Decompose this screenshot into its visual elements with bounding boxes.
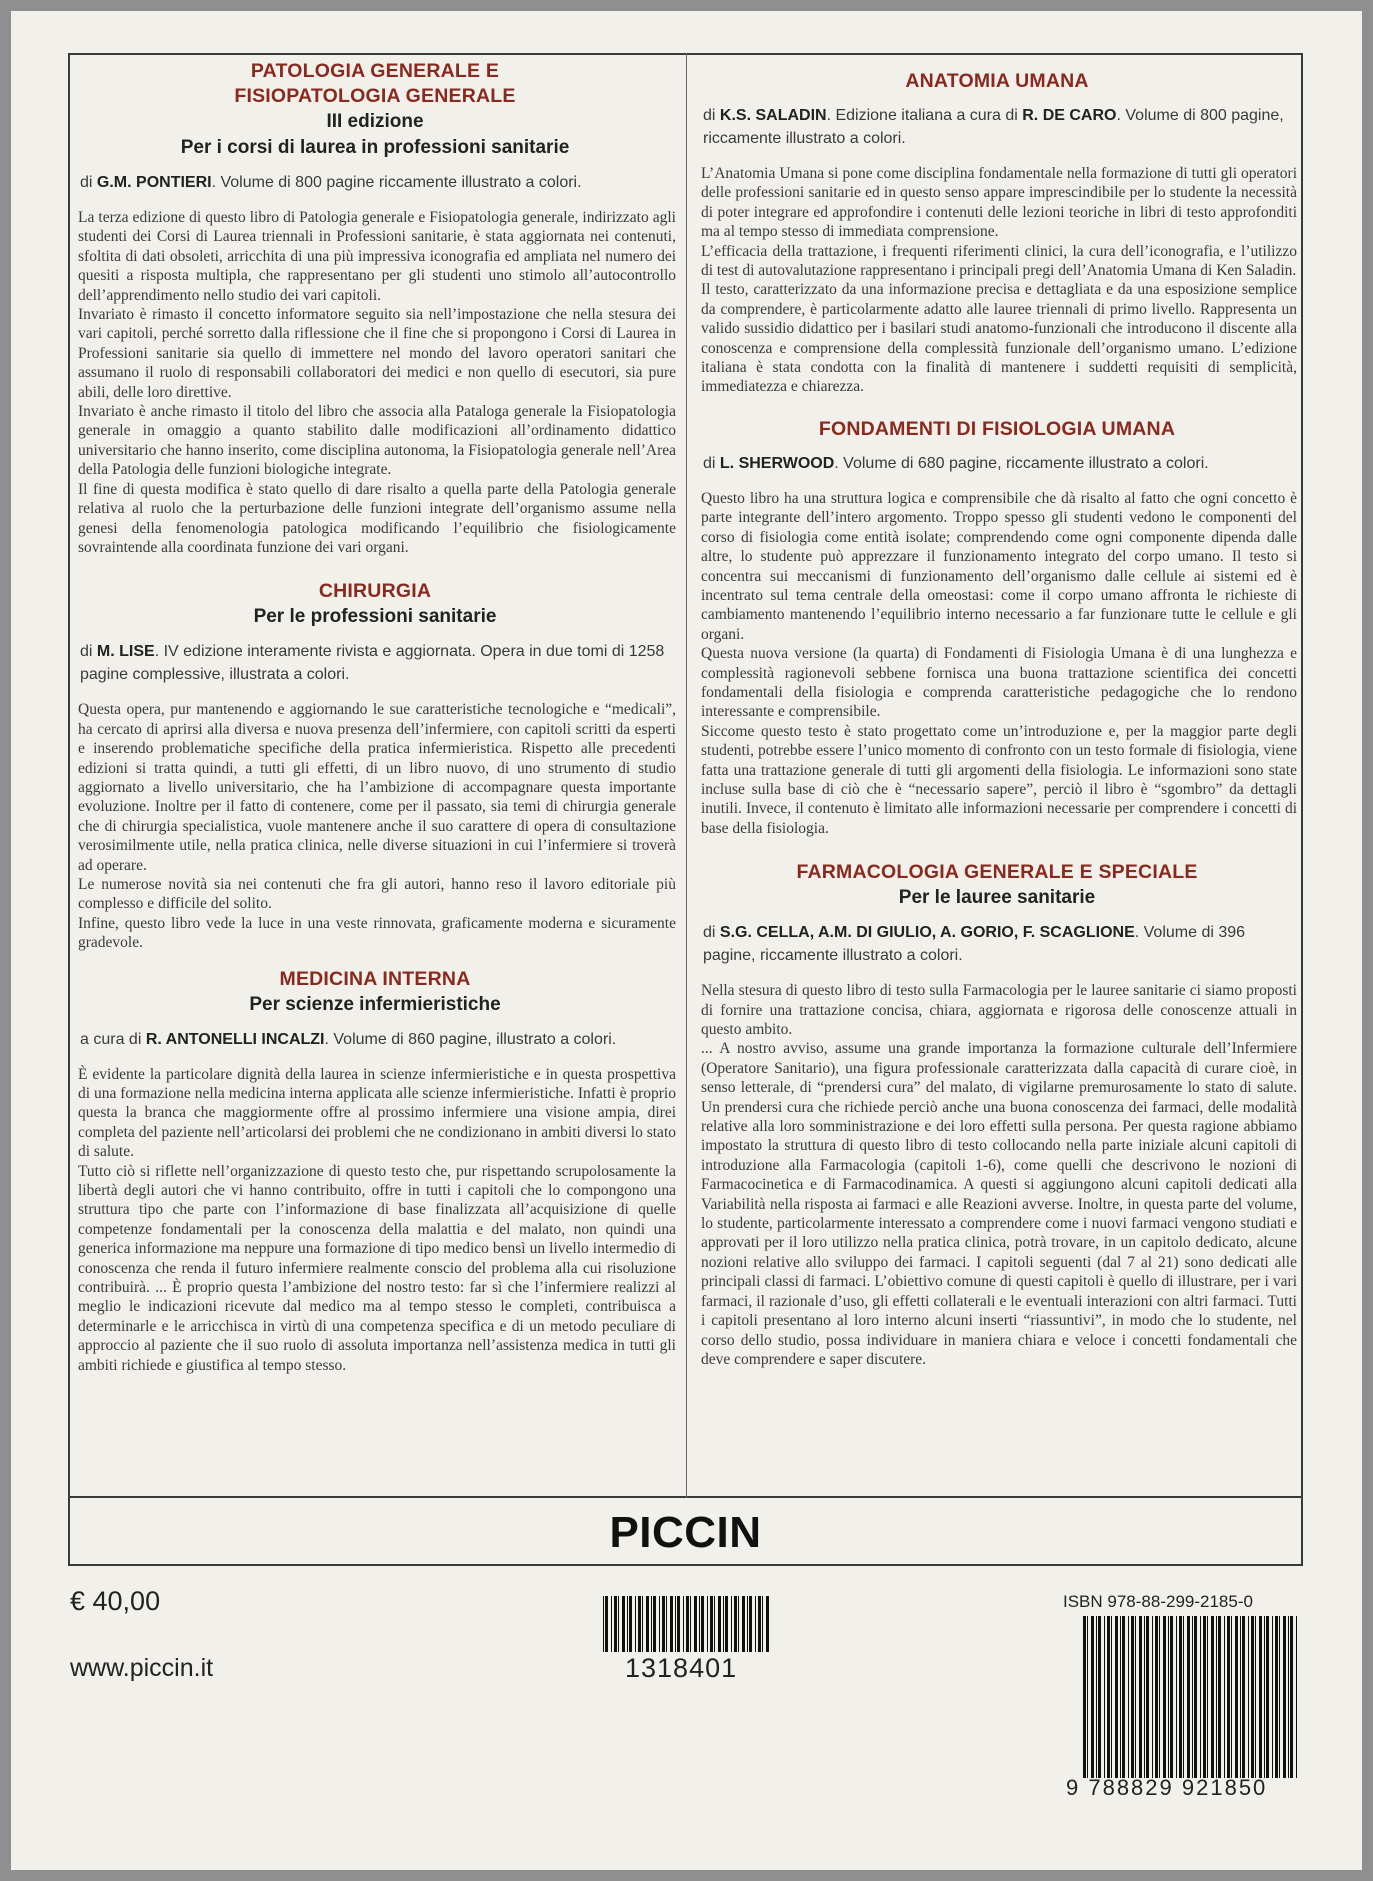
price-label: € 40,00 <box>70 1586 161 1616</box>
section-subtitle: Per le professioni sanitarie <box>253 606 497 628</box>
publisher-logo: PICCIN <box>609 1508 762 1557</box>
section-farmacologia <box>697 860 1297 1369</box>
paragraph: La terza edizione di questo libro di Patologia generale e Fisiopatologia generale, indirizzato agli studenti dei Corsi di Laurea triennali in Professioni sanitarie, è stata aggiornata nei contenuti, sfoltita di dati obsoleti, arricchita di una più impressiva iconografia ed ampliata nel numero dei quesiti a risposta multipla, che rappresentano per gli studenti uno stimolo all’autocontrollo dell’apprendimento nello studio dei vari capitoli. <box>78 209 676 304</box>
paragraph: Il fine di questa modifica è stato quello di dare risalto a quella parte della Patologia generale relativa al ruolo che la perturbazione delle funzioni integrate dell’organismo assume nella genesi della fenomenologia patologica modificando l’equilibrio che fisiologicamente sovraintende alla coordinata funzione dei vari organi. <box>78 480 676 556</box>
section-subtitle: III edizione <box>326 111 424 132</box>
section-body <box>74 208 676 557</box>
isbn-label: ISBN 978-88-299-2185-0 <box>1063 1592 1253 1611</box>
paragraph: Invariato è rimasto il concetto informatore seguito sia nell’impostazione che nella stesura dei vari capitoli, perché sorretto dalla riflessione che il fine che si propongono i Corsi di Laurea in Professioni sanitarie sia quello di immettere nel mondo del lavoro operatori sanitari che assumano il ruolo di responsabili collaboratori dei medici e non quello di esecutori, sia pure abili, delle loro direttive. <box>78 306 676 401</box>
section-body <box>74 1065 676 1376</box>
paragraph: Questa nuova versione (la quarta) di Fondamenti di Fisiologia Umana è di una lunghezza e complessità ragionevoli sebbene fornisca una buona trattazione scientifica dei concetti fondamentali della fisiologia e comprenda caratteristiche pedagogiche che lo rendono interessante e comprensibile. <box>701 645 1297 721</box>
section-title: FONDAMENTI DI FISIOLOGIA UMANA <box>818 417 1176 440</box>
section-title: CHIRURGIA <box>318 580 432 603</box>
section-subtitle: Per le lauree sanitarie <box>898 887 1096 909</box>
section-title: PATOLOGIA GENERALE E <box>250 60 500 82</box>
section-fisiologia <box>697 417 1297 838</box>
internal-barcode-icon <box>603 1596 770 1652</box>
paragraph: Nella stesura di questo libro di testo sulla Farmacologia per le lauree sanitarie ci siamo proposti di fornire una trattazione concisa, chiara, aggiornata e rigorosa delle conoscenze attuali in questo ambito. <box>701 982 1297 1038</box>
author-line: di G.M. PONTIERI. Volume di 800 pagine riccamente illustrato a colori. <box>80 174 582 191</box>
section-body <box>697 489 1297 838</box>
section-subtitle: Per scienze infermieristiche <box>249 993 501 1015</box>
paragraph: È evidente la particolare dignità della laurea in scienze infermieristiche e in questa prospettiva di una formazione nella medicina interna applicata alle scienze infermieristiche. Infatti è proprio questa la branca che maggiormente offre al prossimo infermiere una visione ampia, direi completa del paziente nell’articolarsi dei problemi che ne condizionano in ambiti diversi lo stato di salute. <box>78 1065 676 1161</box>
paragraph: ... A nostro avviso, assume una grande importanza la formazione culturale dell’Infermiere (Operatore Sanitario), una figura professionale caratterizzata dalla capacità di curare cioè, in senso letterale, di “prendersi cura” del malato, di vigilarne premurosamente lo stato di salute. Un prendersi cura che richiede perciò anche una buona conoscenza dei farmaci, delle modalità relative alla loro somministrazione e dei loro effetti sulla persona. Per questa ragione abbiamo impostato la struttura di questo libro di testo collocando nella parte iniziale alcuni capitoli di introduzione alla Farmacologia (capitoli 1-6), come quelli che descrivono le nozioni di Farmacocinetica e di Farmacodinamica. A questi si aggiungono alcuni capitoli dedicati alla Variabilità nella risposta ai farmaci e alle Reazioni avverse. Inoltre, in questa parte del volume, lo studente, particolarmente interessato a comprendere come i nuovi farmaci vengono studiati e approvati per il loro utilizzo nella pratica clinica, potrà trovare, in un capitolo dedicato, alcune nozioni relative allo sviluppo dei farmaci. I capitoli seguenti (dal 7 al 21) sono dedicati alle principali classi di farmaci. L’obiettivo comune di questi capitoli è quello di illustrare, per i vari farmaci, il razionale d’uso, gli effetti collaterali e le eventuali interazioni con altri farmaci. Tutti i capitoli presentano al loro interno alcuni inserti “riassuntivi”, in modo che lo studente, nel corso dello studio, possa individuare in maniera chiara e veloce i concetti fondamentali che deve comprendere e saper discutere. <box>701 1040 1297 1368</box>
paragraph: Le numerose novità sia nei contenuti che fra gli autori, hanno reso il lavoro editoriale più complesso e difficile del solito. <box>78 875 676 913</box>
section-anatomia <box>697 53 1297 397</box>
paragraph: Invariato è anche rimasto il titolo del libro che associa alla Pataloga generale la Fisiopatologia generale in omaggio a quanto stabilito dalle modificazioni all’ordinamento didattico universitario che hanno inserito, come disciplina autonoma, la Fisiopatologia generale nell’Area della Patologia delle funzioni biologiche integrate. <box>78 403 676 479</box>
section-title: ANATOMIA UMANA <box>905 70 1089 92</box>
paragraph: Questa opera, pur mantenendo e aggiornando le sue caratteristiche tecnologiche e “medicali”, ha cercato di aprirsi alla diversa e nuova presenza dell’infermiere, con capitoli scritti da esperti e inserendo problematiche specifiche della pratica infermieristica. Rispetto alle precedenti edizioni si tratta quindi, a tutti gli effetti, di un libro nuovo, di uno strumento di studio aggiornato a livello universitario, che ha l’ambizione di accompagnare questa importante evoluzione. Inoltre per il fatto di contenere, come per il passato, sia temi di chirurgia generale che di chirurgia specialistica, vuole mantenere anche il suo carattere di opera di consultazione verosimilmente utile, nella pratica clinica, nelle diverse situazioni in cui l’infermiere si troverà ad operare. <box>78 701 676 874</box>
paragraph: Siccome questo testo è stato progettato come un’introduzione e, per la maggior parte degli studenti, potrebbe essere l’unico momento di confronto con un testo formale di fisiologia, viene fatta una trattazione generale di tutti gli argomenti della fisiologia. Le informazioni sono state incluse sulla base di ciò che è “necessario sapere”, perciò il libro è “sgombro” da dettagli inutili. Invece, il contenuto è limitato alle informazioni necessarie per comprendere i concetti di base della fisiologia. <box>701 722 1297 837</box>
section-title: MEDICINA INTERNA <box>279 967 471 990</box>
author-line: di K.S. SALADIN. Edizione italiana a cura di R. DE CARO. Volume di 800 pagine, riccamente illustrato a colori. <box>703 107 1284 147</box>
section-chirurgia <box>74 579 676 952</box>
left-column <box>74 53 676 1375</box>
section-body <box>697 981 1297 1369</box>
section-title: FARMACOLOGIA GENERALE E SPECIALE <box>796 861 1198 884</box>
publisher-band <box>68 1498 1303 1566</box>
column-divider <box>686 53 687 1498</box>
author-line: di M. LISE. IV edizione interamente rivista e aggiornata. Opera in due tomi di 1258 pagine complessive, illustrata a colori. <box>80 643 665 684</box>
author-line: di S.G. CELLA, A.M. DI GIULIO, A. GORIO, F. SCAGLIONE. Volume di 396 pagine, riccamente illustrato a colori. <box>703 924 1246 965</box>
internal-code: 1318401 <box>625 1653 738 1683</box>
paragraph: L’Anatomia Umana si pone come disciplina fondamentale nella formazione di tutti gli operatori delle professioni sanitarie ed in questo senso appare imprescindibile per lo studente la necessità di poter integrare ed approfondire i contenuti delle lezioni teoriche in libri di testo approfonditi ma al tempo stesso di immediata comprensione. <box>701 165 1297 241</box>
right-column <box>697 53 1297 1369</box>
paragraph: Tutto ciò si riflette nell’organizzazione di questo testo che, pur rispettando scrupolosamente la libertà degli autori che vi hanno contribuito, offre in tutti i capitoli che lo compongono una struttura tipo che parte con l’informazione di base finalizzata all’acquisizione di quelle competenze fondamentali per la conoscenza della malattia e del malato, non quindi una generica informazione ma neppure una formazione di tipo medico bensì un livello intermedio di conoscenza che renda il futuro infermiere realmente conscio del problema alla cui risoluzione contribuirà. ... È proprio questa l’ambizione del nostro testo: far sì che l’infermiere realizzi al meglio le indicazioni ricevute dal medico ma al tempo stesso le completi, contribuisca a determinarle e le arricchisca in virtù di una competenza specifica e di un metodo peculiare di approccio al paziente che il suo ruolo di assoluta importanza nell’assistenza medica in tutti gli ambiti richiede e giustifica al tempo stesso. <box>78 1162 676 1374</box>
author-line: a cura di R. ANTONELLI INCALZI. Volume di 860 pagine, illustrato a colori. <box>80 1030 617 1048</box>
ean-number: 9 788829 921850 <box>1066 1775 1268 1800</box>
author-line: di L. SHERWOOD. Volume di 680 pagine, riccamente illustrato a colori. <box>703 454 1209 472</box>
paragraph: Infine, questo libro vede la luce in una veste rinnovata, graficamente moderna e sicuramente gradevole. <box>78 914 676 952</box>
section-patologia <box>74 53 676 557</box>
section-medicina-interna <box>74 967 676 1376</box>
paragraph: Questo libro ha una struttura logica e comprensibile che dà risalto al fatto che ogni concetto è parte integrante dell’intero argomento. Troppo spesso gli studenti vedono le componenti del corso di fisiologia come entità isolate; comprendendo come ogni componente dipenda dalle altre, lo studente può apprezzare il funzionamento integrato del corpo umano. Il testo si concentra sui meccanismi di funzionamento dell’organismo dalle cellule ai sistemi ed è incentrato sul tema centrale della omeostasi: come il corpo umano affronta le richieste di cambiamento mantenendo l’equilibrio interno necessario a far funzionare tutte le cellule e gli organi. <box>701 489 1297 643</box>
section-title-line2: FISIOPATOLOGIA GENERALE <box>234 85 516 107</box>
paragraph: Il testo, caratterizzato da una informazione precisa e dettagliata e da una esposizione semplice da comprendere, è particolarmente adatto alle lauree triennali di primo livello. Rappresenta un valido sussidio didattico per i basilari studi anatomo-funzionali che introducono il discente alla conoscenza e comprensione della complessità funzionale dell’organismo umano. L’edizione italiana è stata condotta con la finalità di mantenere i suddetti requisiti di semplicità, immediatezza e chiarezza. <box>701 281 1297 396</box>
section-subtitle-line2: Per i corsi di laurea in professioni sanitarie <box>180 137 570 158</box>
website-link[interactable]: www.piccin.it <box>70 1654 214 1682</box>
ean-barcode-icon <box>1083 1616 1301 1778</box>
paragraph: L’efficacia della trattazione, i frequenti riferimenti clinici, la cura dell’iconografia, e l’utilizzo di test di autovalutazione rappresentano i principali pregi dell’Anatomia Umana di Ken Saladin. <box>701 242 1297 280</box>
section-body <box>74 700 676 952</box>
section-body <box>697 164 1297 397</box>
